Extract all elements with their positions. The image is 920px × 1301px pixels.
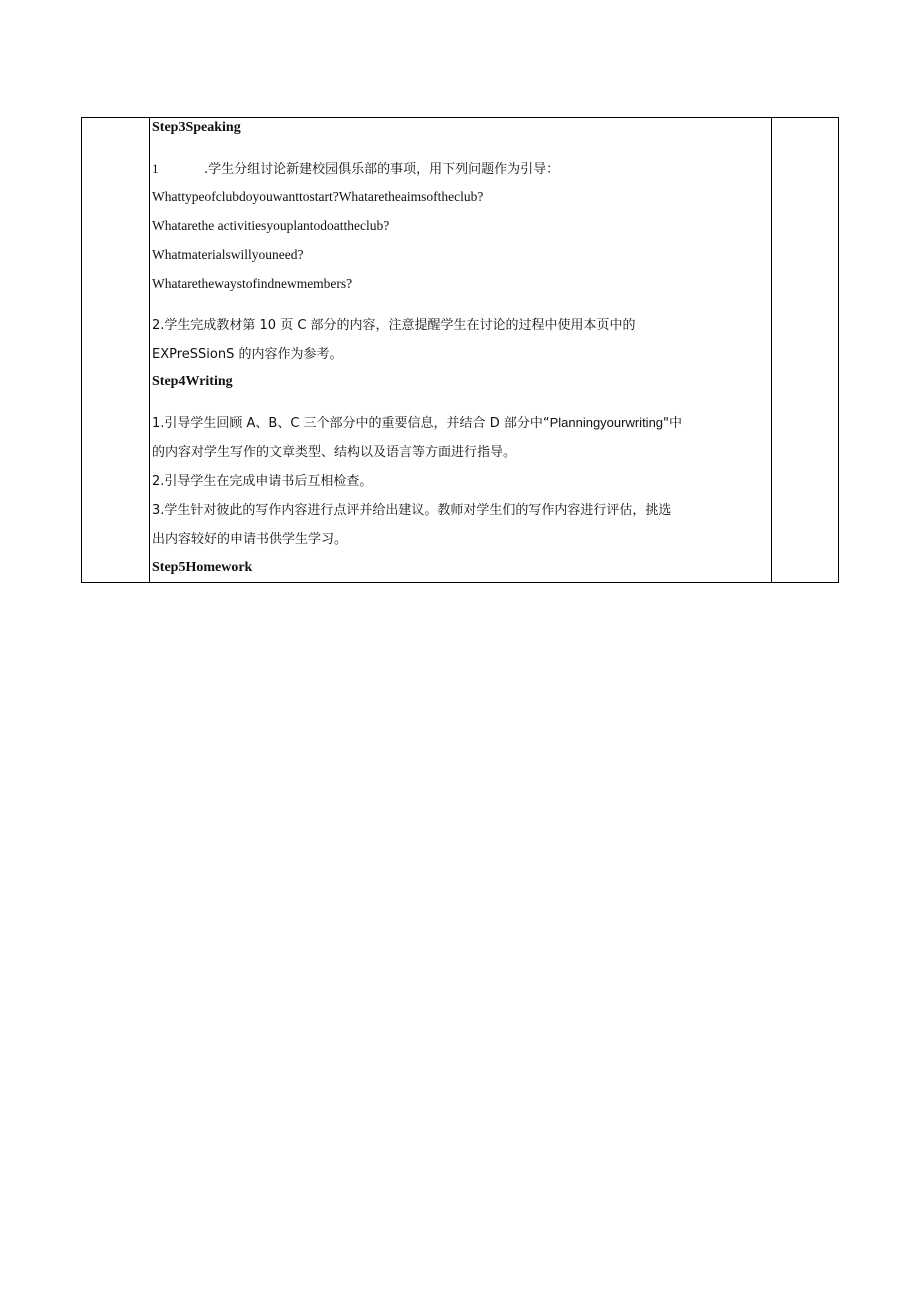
table-row — [82, 118, 839, 583]
question-line-1: Whattypeofclubdoyouwanttostart?Whataretheaimsoftheclub? — [152, 189, 484, 204]
question-line-3: Whatmaterialswillyouneed? — [152, 247, 304, 262]
step3-item1-number: 1 — [152, 161, 159, 176]
left-blank-cell — [82, 118, 150, 583]
step4-item1-quote: Planningyourwriting — [549, 415, 664, 430]
step3-item1 — [152, 158, 559, 177]
step3-heading: Step3Speaking — [152, 120, 241, 135]
step3-item2-line1: 2.学生完成教材第 10 页 C 部分的内容，注意提醒学生在讨论的过程中使用本页中的 — [152, 318, 636, 333]
step4-item1-line2: 的内容对学生写作的文章类型、结构以及语言等方面进行指导。 — [152, 445, 517, 460]
question-line-4: Whatarethewaystofindnewmembers? — [152, 276, 353, 291]
content-cell — [150, 118, 772, 583]
step4-item3-line2: 出内容较好的申请书供学生学习。 — [152, 532, 348, 547]
step4-item3-line1: 3.学生针对彼此的写作内容进行点评并给出建议。教师对学生们的写作内容进行评估，挑选 — [152, 503, 672, 518]
right-blank-cell — [772, 118, 839, 583]
step4-heading: Step4Writing — [152, 374, 233, 389]
step4-item1-line1 — [152, 412, 682, 431]
step3-item1-text: .学生分组讨论新建校园俱乐部的事项，用下列问题作为引导： — [204, 162, 560, 177]
step4-item1-pre: 1.引导学生回顾 A、B、C 三个部分中的重要信息，并结合 D 部分中“ — [152, 416, 550, 431]
step3-item2-line2: EXPreSSionS 的内容作为参考。 — [152, 347, 343, 362]
step4-item2: 2.引导学生在完成申请书后互相检查。 — [152, 474, 373, 489]
step5-heading: Step5Homework — [152, 560, 253, 575]
question-line-2: Whatarethe activitiesyouplantodoattheclub? — [152, 218, 390, 233]
step4-item1-post: "中 — [663, 416, 683, 431]
lesson-plan-table — [81, 117, 839, 583]
